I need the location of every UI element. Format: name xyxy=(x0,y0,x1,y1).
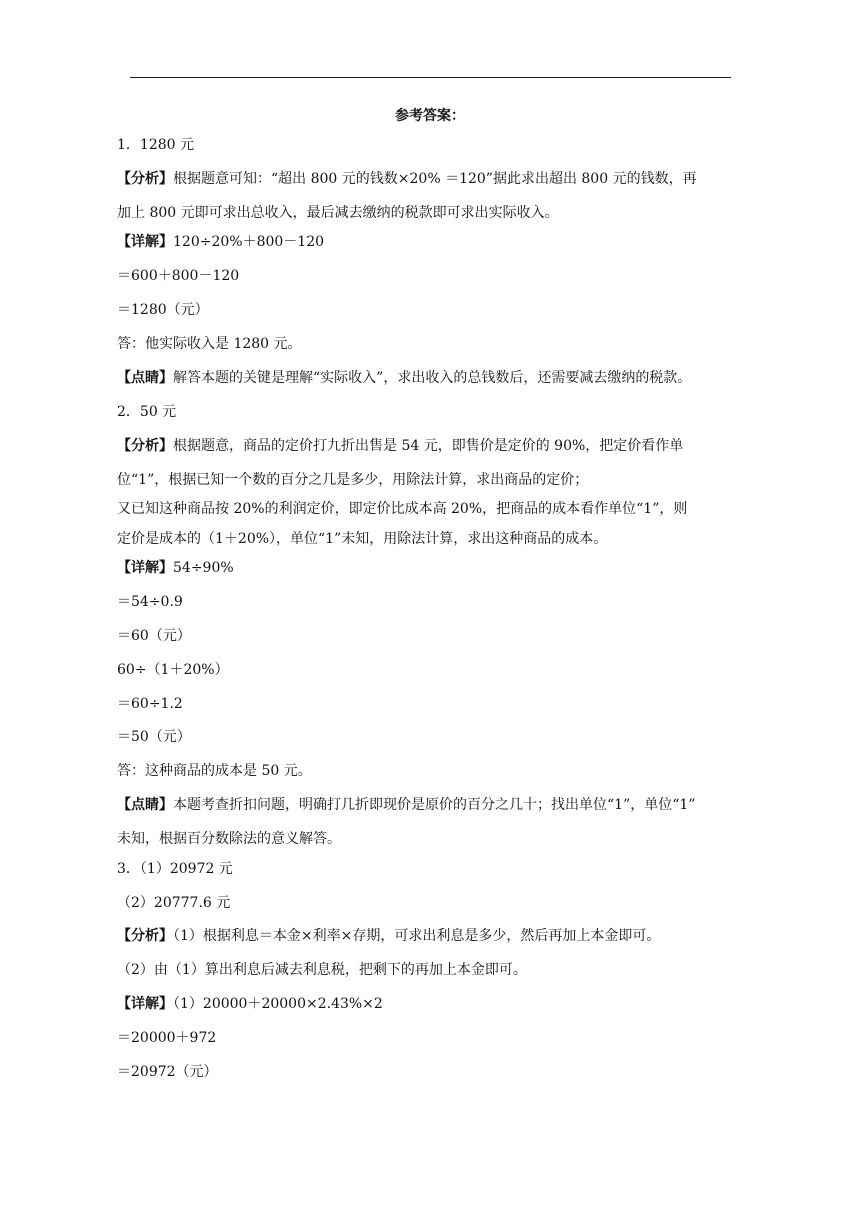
answer-line xyxy=(117,164,737,198)
line-text: ＝20000＋972 xyxy=(117,1030,217,1047)
answer-line xyxy=(117,261,737,295)
answer-line xyxy=(117,295,737,329)
line-text: 本题考查折扣问题，明确打几折即现价是原价的百分之几十；找出单位“1”，单位“1” xyxy=(173,797,696,814)
answer-line xyxy=(117,689,737,723)
answer-line xyxy=(117,888,737,922)
section-tag: 【详解】 xyxy=(117,996,173,1013)
line-text: 又已知这种商品按 20%的利润定价，即定价比成本高 20%，把商品的成本看作单位“1”，则 xyxy=(117,501,688,518)
line-text: ＝60÷1.2 xyxy=(117,695,183,712)
line-text: 解答本题的关键是理解“实际收入”，求出收入的总钱数后，还需要减去缴纳的税款。 xyxy=(173,369,692,386)
line-text: ＝1280（元） xyxy=(117,302,209,319)
section-tag: 【点睛】 xyxy=(117,797,173,814)
answer-line xyxy=(117,198,737,228)
line-text: ＝54÷0.9 xyxy=(117,593,183,610)
answer-line xyxy=(117,824,737,854)
section-tag: 【点睛】 xyxy=(117,369,173,386)
line-text: ＝50（元） xyxy=(117,729,191,746)
answer-line xyxy=(117,553,737,587)
section-tag: 【详解】 xyxy=(117,560,173,577)
header-rule xyxy=(130,77,731,78)
answer-line xyxy=(117,989,737,1023)
answer-line xyxy=(117,790,737,824)
line-text: （2）20777.6 元 xyxy=(117,894,231,911)
section-tag: 【分析】 xyxy=(117,928,173,945)
section-tag: 【分析】 xyxy=(117,437,173,454)
line-text: 加上 800 元即可求出总收入，最后减去缴纳的税款即可求出实际收入。 xyxy=(117,204,559,221)
line-text: 54÷90% xyxy=(173,560,234,577)
line-text: 1．1280 元 xyxy=(117,137,194,153)
page-title: 参考答案： xyxy=(395,108,465,124)
answer-line xyxy=(117,655,737,689)
line-text: （1）根据利息＝本金×利率×存期，可求出利息是多少，然后再加上本金即可。 xyxy=(173,928,661,945)
line-text: 答：他实际收入是 1280 元。 xyxy=(117,335,302,352)
answer-line xyxy=(117,363,737,397)
line-text: 60÷（1＋20%） xyxy=(117,661,229,678)
answer-line xyxy=(117,1057,737,1091)
answer-line xyxy=(117,227,737,261)
answer-line xyxy=(117,955,737,989)
answer-line xyxy=(117,621,737,655)
line-text: （2）由（1）算出利息后减去利息税，把剩下的再加上本金即可。 xyxy=(117,962,527,979)
line-text: 120÷20%＋800－120 xyxy=(173,234,325,251)
line-text: 位“1”，根据已知一个数的百分之几是多少，用除法计算，求出商品的定价； xyxy=(117,471,589,488)
answer-line xyxy=(117,397,737,431)
answer-line xyxy=(117,524,737,554)
line-text: 3．（1）20972 元 xyxy=(117,860,233,877)
line-text: 根据题意，商品的定价打九折出售是 54 元，即售价是定价的 90%，把定价看作单 xyxy=(173,437,684,454)
answer-line xyxy=(117,431,737,465)
line-text: 未知，根据百分数除法的意义解答。 xyxy=(117,831,341,848)
line-text: 根据题意可知：“超出 800 元的钱数×20% ＝120”据此求出超出 800 元的钱数，再 xyxy=(173,170,697,187)
line-text: ＝60（元） xyxy=(117,627,191,644)
answer-line xyxy=(117,1023,737,1057)
answer-line xyxy=(117,756,737,790)
answer-line xyxy=(117,854,737,888)
line-text: ＝600＋800－120 xyxy=(117,268,240,285)
answer-line xyxy=(117,329,737,363)
answer-line xyxy=(117,587,737,621)
answer-body xyxy=(117,130,737,1091)
line-text: 答：这种商品的成本是 50 元。 xyxy=(117,763,312,780)
line-text: ＝20972（元） xyxy=(117,1063,218,1080)
line-text: 2．50 元 xyxy=(117,403,177,420)
answer-line xyxy=(117,921,737,955)
section-tag: 【分析】 xyxy=(117,170,173,187)
line-text: 定价是成本的（1＋20%），单位“1”未知，用除法计算，求出这种商品的成本。 xyxy=(117,530,608,547)
answer-line xyxy=(117,465,737,495)
answer-line xyxy=(117,722,737,756)
line-text: （1）20000＋20000×2.43%×2 xyxy=(173,996,383,1013)
answer-line xyxy=(117,494,737,524)
answer-line xyxy=(117,130,737,164)
section-tag: 【详解】 xyxy=(117,234,173,251)
